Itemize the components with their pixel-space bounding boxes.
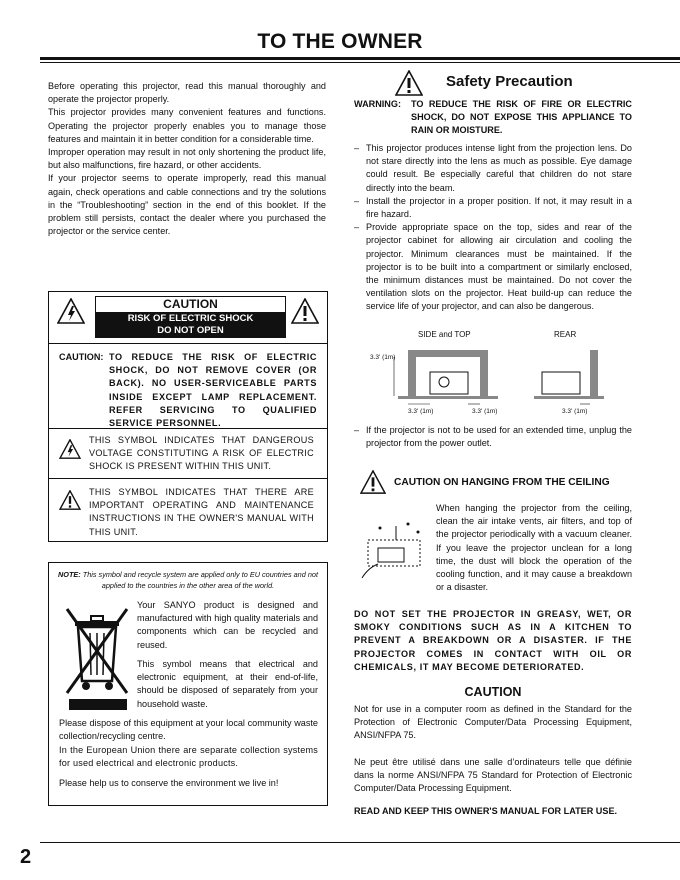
ceiling-vacuum-illustration [358, 520, 434, 582]
ceiling-text: When hanging the projector from the ceiling, clean the air intake vents, air filters, and top of the projector periodically with a vacuum cleaner. If you leave the projector unclean for a long time, the dust will block the operation of the cooling function, and it may cause a breakdown or a disaster. [436, 503, 632, 593]
intro-section [48, 80, 326, 238]
safety-bullet: – This projector produces intense light from the projection lens. Do not stare directly into the lens as much as possible. Eye damage could result. Be especially careful that children do not stare directly into the beam. [354, 143, 632, 193]
caution-statement [59, 351, 317, 430]
eu-p3: Please dispose of this equipment at your local community waste collection/recycling centre. [59, 718, 318, 742]
eu-box [48, 562, 328, 806]
keep-manual: READ AND KEEP THIS OWNER'S MANUAL FOR LATER USE. [354, 806, 618, 816]
ceiling-warning-icon [360, 470, 386, 494]
lightning-warning-icon [57, 298, 85, 324]
ceiling-heading: CAUTION ON HANGING FROM THE CEILING [394, 477, 610, 488]
greasy-warning: DO NOT SET THE PROJECTOR IN GREASY, WET, OR SMOKY CONDITIONS SUCH AS IN A KITCHEN TO PREVENT A BREAKDOWN OR A DISASTER. IF THE PROJECTOR COMES IN CONTACT WITH OIL OR CHEMICALS, IT MAY BECOME DETERIORATED. [354, 609, 632, 672]
dim-top: 3.3' (1m) [370, 354, 396, 361]
warning-statement [354, 98, 632, 138]
unplug-note: – If the projector is not to be used for an extended time, unplug the projector from the power outlet. [354, 424, 632, 450]
caution2-fr: Ne peut être utilisé dans une salle d’ordinateurs telle que définie dans la norme ANSI/NFPA 75 Standard for Protection of Electronic Computer/Data Processing Equipment. [354, 757, 632, 794]
warning-label: WARNING: [354, 99, 401, 109]
intro-p3: Improper operation may result in not only shortening the product life, but also malfunctions, fire hazard, or other accidents. [48, 147, 326, 171]
lightning-symbol-icon [59, 439, 81, 459]
note-label: NOTE: [58, 570, 81, 579]
crossed-bin-icon [63, 603, 133, 713]
caution2-en: Not for use in a computer room as defined in the Standard for the Protection of Electronic Computer/Data Processing Equipment, ANSI/NFPA 75. [354, 704, 632, 741]
symbol2-text: THIS SYMBOL INDICATES THAT THERE ARE IMPORTANT OPERATING AND MAINTENANCE INSTRUCTIONS IN THE OWNER'S MANUAL WITH THIS UNIT. [89, 487, 314, 537]
safety-bullets [354, 142, 632, 314]
page-number: 2 [20, 846, 32, 868]
intro-p1: Before operating this projector, read this manual thoroughly and operate the projector properly. [48, 81, 326, 105]
shock-label-box [95, 296, 286, 338]
intro-p2: This projector provides many convenient features and functions. Operating the projector properly enables you to manage those features and maintain it in better condition for a considerable time. [48, 107, 326, 144]
dim-rear: 3.3' (1m) [562, 408, 588, 415]
note-text: This symbol and recycle system are applied only to EU countries and not applied to the countries in the other area of the world. [82, 570, 318, 590]
caution-heading: CAUTION [163, 297, 218, 311]
eu-p2: This symbol means that electrical and electronic equipment, at their end-of-life, should be disposed of separately from your household waste. [137, 659, 318, 709]
safety-bullet: – Install the projector in a proper position. If not, it may result in a fire hazard. [354, 195, 632, 220]
intro-p4: If your projector seems to operate improperly, read this manual again, check operations and cable connections and try the solutions in the “Troubleshooting” section in the end of this booklet. If the problem still persists, contact the dealer where you purchased the projector or the service center. [48, 173, 326, 237]
eu-note [55, 569, 321, 591]
title-rule [40, 57, 680, 60]
safety-heading: Safety Precaution [446, 73, 573, 90]
caution-box [48, 291, 328, 542]
exclamation-warning-icon [291, 298, 319, 324]
symbol1-text: THIS SYMBOL INDICATES THAT DANGEROUS VOLTAGE CONSTITUTING A RISK OF ELECTRIC SHOCK IS PRESENT WITHIN THIS UNIT. [89, 435, 314, 472]
title-rule-thin [40, 62, 680, 63]
dim-right: 3.3' (1m) [472, 408, 498, 415]
bottom-rule [40, 842, 680, 843]
caution2-heading: CAUTION [464, 685, 522, 699]
caution-text: TO REDUCE THE RISK OF ELECTRIC SHOCK, DO NOT REMOVE COVER (OR BACK). NO USER-SERVICEABLE PARTS INSIDE EXCEPT LAMP REPLACEMENT. REFER SERVICING TO QUALIFIED SERVICE PERSONNEL. [109, 352, 317, 429]
caution-label: CAUTION: [59, 352, 104, 362]
clearance-diagram [358, 342, 628, 414]
unplug-text: If the projector is not to be used for an extended time, unplug the projector from the power outlet. [366, 425, 632, 449]
safety-warning-icon [395, 70, 423, 96]
shock-line-1: RISK OF ELECTRIC SHOCK [127, 313, 254, 324]
warning-text: TO REDUCE THE RISK OF FIRE OR ELECTRIC SHOCK, DO NOT EXPOSE THIS APPLIANCE TO RAIN OR MOISTURE. [411, 99, 632, 136]
eu-p1: Your SANYO product is designed and manufactured with high quality materials and components which can be recycled and reused. [137, 600, 318, 650]
diagram-side-label: SIDE and TOP [418, 330, 471, 339]
page-title: TO THE OWNER [257, 30, 423, 53]
shock-line-2: DO NOT OPEN [157, 325, 224, 336]
diagram-rear-label: REAR [554, 330, 577, 339]
eu-p4: In the European Union there are separate collection systems for used electrical and electronic products. [59, 745, 318, 769]
eu-p5: Please help us to conserve the environment we live in! [59, 778, 279, 788]
dim-left: 3.3' (1m) [408, 408, 434, 415]
exclamation-symbol-icon [59, 490, 81, 510]
safety-bullet: – Provide appropriate space on the top, sides and rear of the projector cabinet for allowing air circulation and cooling the projector. Minimum clearances must be maintained. If the projector is to be built into a compartment or similarly enclosed, the minimum distances must be maintained. Do not cover the ventilation slots on the projector. Heat build-up can reduce the service life of your projector, and can also be dangerous. [354, 222, 632, 312]
